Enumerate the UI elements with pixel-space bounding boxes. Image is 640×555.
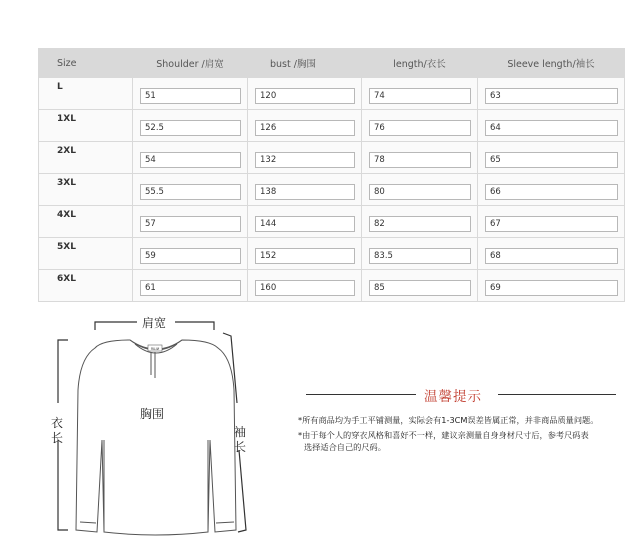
shoulder-value: 54 — [140, 152, 241, 168]
bust-value: 126 — [255, 120, 355, 136]
sleeve-value: 64 — [485, 120, 618, 136]
header-sleeve: Sleeve length/袖长 — [478, 49, 625, 78]
header-shoulder: Shoulder /肩宽 — [133, 49, 248, 78]
shoulder-value: 51 — [140, 88, 241, 104]
header-bust: bust /胸围 — [248, 49, 362, 78]
length-value: 80 — [369, 184, 471, 200]
size-cell: 5XL — [39, 238, 133, 270]
tips-divider-left — [306, 394, 418, 395]
header-size: Size — [39, 49, 133, 78]
length-label: 衣长 — [51, 416, 64, 445]
table-row — [39, 206, 625, 238]
shoulder-value: 55.5 — [140, 184, 241, 200]
sleeve-cell — [478, 174, 625, 206]
length-cell — [362, 142, 478, 174]
bust-value: 120 — [255, 88, 355, 104]
table-row — [39, 142, 625, 174]
length-cell — [362, 110, 478, 142]
sleeve-value: 63 — [485, 88, 618, 104]
length-cell — [362, 206, 478, 238]
bust-cell — [248, 206, 362, 238]
sleeve-value: 68 — [485, 248, 618, 264]
bust-cell — [248, 78, 362, 110]
size-table — [38, 48, 625, 302]
tip-line-3: 选择适合自己的尺码。 — [304, 442, 386, 452]
sleeve-cell — [478, 142, 625, 174]
table-row — [39, 238, 625, 270]
tip-line-1: *所有商品均为手工平铺测量，实际会有1-3CM误差皆属正常，并非商品质量问题。 — [298, 415, 599, 425]
bust-label: 胸围 — [140, 407, 165, 421]
tips-divider-right — [498, 394, 616, 395]
length-value: 78 — [369, 152, 471, 168]
shoulder-value: 57 — [140, 216, 241, 232]
header-length: length/衣长 — [362, 49, 478, 78]
bust-value: 160 — [255, 280, 355, 296]
shoulder-value: 61 — [140, 280, 241, 296]
length-value: 82 — [369, 216, 471, 232]
shoulder-label: 肩宽 — [142, 316, 167, 330]
bust-value: 138 — [255, 184, 355, 200]
shoulder-cell — [133, 110, 248, 142]
length-cell — [362, 78, 478, 110]
size-cell: 2XL — [39, 142, 133, 174]
shoulder-cell — [133, 270, 248, 302]
shoulder-cell — [133, 142, 248, 174]
length-cell — [362, 174, 478, 206]
shirt-outline — [76, 340, 236, 535]
bust-value: 132 — [255, 152, 355, 168]
table-row — [39, 174, 625, 206]
sleeve-cell — [478, 206, 625, 238]
table-row — [39, 270, 625, 302]
size-cell: 6XL — [39, 270, 133, 302]
sleeve-cell — [478, 78, 625, 110]
tips-notes — [298, 414, 628, 454]
shoulder-cell — [133, 174, 248, 206]
length-value: 83.5 — [369, 248, 471, 264]
shoulder-cell — [133, 238, 248, 270]
tip-line-2: *由于每个人的穿衣风格和喜好不一样，建议亲测量自身身材尺寸后，参考尺码表 — [298, 429, 589, 440]
table-row — [39, 110, 625, 142]
tips-section — [298, 380, 628, 454]
bust-cell — [248, 174, 362, 206]
sleeve-cell — [478, 238, 625, 270]
tips-title: 温馨提示 — [416, 385, 490, 405]
shoulder-value: 52.5 — [140, 120, 241, 136]
length-cell — [362, 270, 478, 302]
length-value: 85 — [369, 280, 471, 296]
table-header-row — [39, 49, 625, 78]
size-cell: L — [39, 78, 133, 110]
sleeve-value: 69 — [485, 280, 618, 296]
bust-cell — [248, 142, 362, 174]
sleeve-value: 65 — [485, 152, 618, 168]
sleeve-value: 67 — [485, 216, 618, 232]
size-cell: 1XL — [39, 110, 133, 142]
sleeve-label: 袖长 — [234, 425, 247, 454]
size-cell: 3XL — [39, 174, 133, 206]
bust-value: 144 — [255, 216, 355, 232]
shoulder-cell — [133, 206, 248, 238]
bust-cell — [248, 270, 362, 302]
sleeve-cell — [478, 110, 625, 142]
sleeve-value: 66 — [485, 184, 618, 200]
length-value: 74 — [369, 88, 471, 104]
length-value: 76 — [369, 120, 471, 136]
shoulder-cell — [133, 78, 248, 110]
neck-label-text: ЯШИ — [150, 347, 160, 351]
bust-cell — [248, 110, 362, 142]
bust-cell — [248, 238, 362, 270]
shoulder-value: 59 — [140, 248, 241, 264]
table-row — [39, 78, 625, 110]
length-cell — [362, 238, 478, 270]
sleeve-cell — [478, 270, 625, 302]
bust-value: 152 — [255, 248, 355, 264]
size-cell: 4XL — [39, 206, 133, 238]
